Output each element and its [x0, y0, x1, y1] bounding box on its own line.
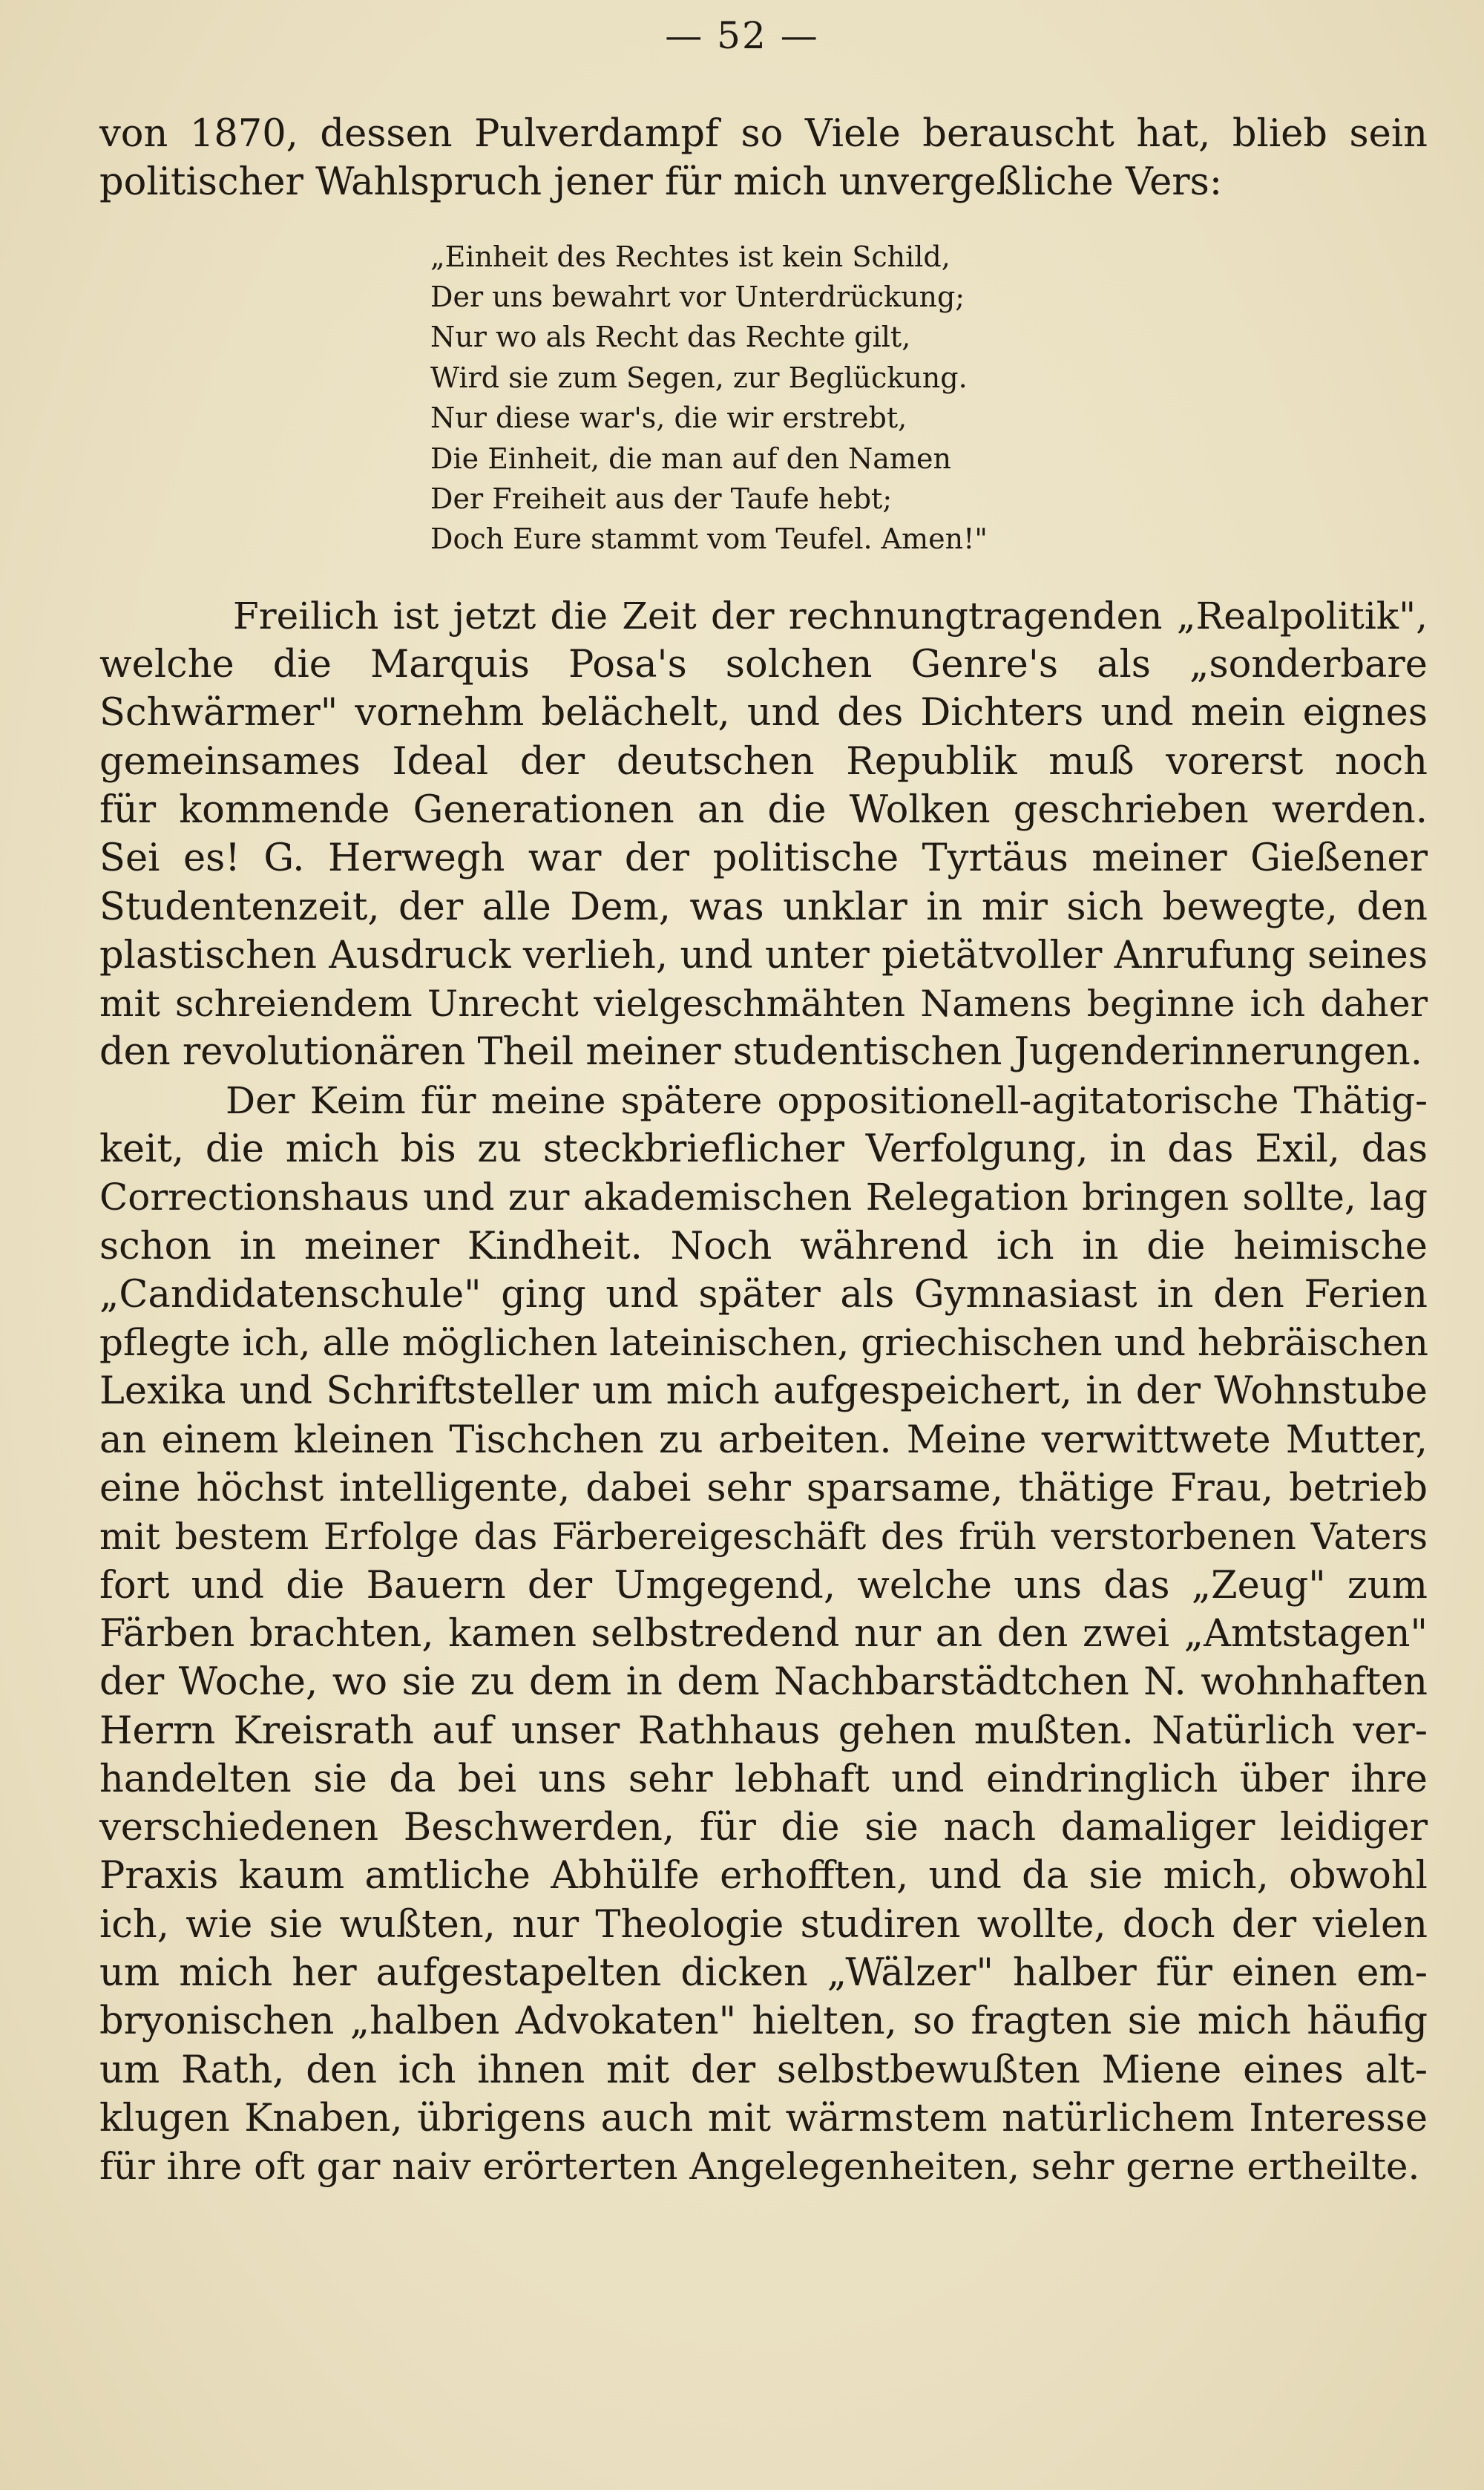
text-line: mit schreiendem Unrecht vielgeschmähten Namens beginne ich daher: [99, 983, 1428, 1026]
text-line: ich, wie sie wußten, nur Theologie studiren wollte, doch der vielen: [99, 1902, 1428, 1947]
text-line: der Woche, wo sie zu dem in dem Nachbarstädtchen N. wohnhaften: [99, 1660, 1428, 1705]
text-line: welche die Marquis Posa's solchen Genre's als „sonderbare: [99, 643, 1428, 687]
text-line: keit, die mich bis zu steckbrieflicher Verfolgung, in das Exil, das: [99, 1127, 1428, 1171]
text-line: fort und die Bauern der Umgegend, welche uns das „Zeug" zum: [99, 1563, 1428, 1608]
text-line: um mich her aufgestapelten dicken „Wälzer" halber für einen em-: [99, 1951, 1428, 1996]
verse-line: Doch Eure stammt vom Teufel. Amen!": [430, 522, 988, 556]
verse-line: Nur wo als Recht das Rechte gilt,: [430, 321, 911, 354]
text-line: Herrn Kreisrath auf unser Rathhaus gehen mußten. Natürlich ver-: [99, 1708, 1428, 1753]
text-line: handelten sie da bei uns sehr lebhaft und eindringlich über ihre: [99, 1757, 1428, 1801]
paragraph-realpolitik: [99, 592, 1428, 1077]
verse-line: Der uns bewahrt vor Unterdrückung;: [430, 280, 965, 313]
text-line: politischer Wahlspruch jener für mich unvergeßliche Vers:: [99, 160, 1223, 205]
text-line: plastischen Ausdruck verlieh, und unter pietätvoller Anrufung seines: [99, 933, 1428, 977]
text-line: Schwärmer" vornehm belächelt, und des Dichters und mein eignes: [99, 691, 1428, 735]
page-number: — 52 —: [665, 14, 819, 57]
text-line: von 1870, dessen Pulverdampf so Viele berauscht hat, blieb sein: [99, 112, 1428, 156]
text-line: Freilich ist jetzt die Zeit der rechnungtragenden „Realpolitik",: [233, 594, 1428, 638]
text-line: schon in meiner Kindheit. Noch während ich in die heimische: [99, 1224, 1428, 1268]
text-line: Lexika und Schriftsteller um mich aufgespeichert, in der Wohnstube: [99, 1369, 1428, 1414]
text-line: den revolutionären Theil meiner studentischen Jugenderinnerungen.: [99, 1030, 1422, 1075]
text-line: an einem kleinen Tischchen zu arbeiten. Meine verwittwete Mutter,: [99, 1418, 1428, 1462]
verse-quote: [99, 237, 1428, 560]
text-line: pflegte ich, alle möglichen lateinischen, griechischen und hebräischen: [99, 1321, 1428, 1365]
text-line: Correctionshaus und zur akademischen Relegation bringen sollte, lag: [99, 1176, 1428, 1219]
text-line: verschiedenen Beschwerden, für die sie nach damaliger leidiger: [99, 1806, 1428, 1850]
text-line: Praxis kaum amtliche Abhülfe erhofften, und da sie mich, obwohl: [99, 1854, 1428, 1898]
text-line: „Candidatenschule" ging und später als Gymnasiast in den Ferien: [99, 1272, 1428, 1317]
text-line: um Rath, den ich ihnen mit der selbstbewußten Miene eines alt-: [99, 2048, 1428, 2092]
text-line: Der Keim für meine spätere oppositionell-agitatorische Thätig-: [226, 1078, 1428, 1122]
verse-line: Nur diese war's, die wir erstrebt,: [430, 402, 907, 435]
text-line: gemeinsames Ideal der deutschen Republik muß vorerst noch: [99, 739, 1428, 784]
text-line: für ihre oft gar naiv erörterten Angelegenheiten, sehr gerne ertheilte.: [99, 2145, 1420, 2189]
text-line: bryonischen „halben Advokaten" hielten, so fragten sie mich häufig: [99, 1999, 1428, 2044]
verse-line: Die Einheit, die man auf den Namen: [430, 442, 951, 475]
paragraph-childhood: [99, 1077, 1428, 2192]
page-text: [99, 110, 1428, 2192]
text-line: Färben brachten, kamen selbstredend nur an den zwei „Amtstagen": [99, 1611, 1428, 1656]
verse-line: „Einheit des Rechtes ist kein Schild,: [430, 240, 951, 273]
text-line: Sei es! G. Herwegh war der politische Tyrtäus meiner Gießener: [99, 836, 1428, 881]
text-line: klugen Knaben, übrigens auch mit wärmstem natürlichem Interesse: [99, 2096, 1428, 2140]
text-line: mit bestem Erfolge das Färbereigeschäft des früh verstorbenen Vaters: [99, 1516, 1428, 1559]
verse-line: Der Freiheit aus der Taufe hebt;: [430, 482, 893, 515]
text-line: eine höchst intelligente, dabei sehr sparsame, thätige Frau, betrieb: [99, 1467, 1428, 1511]
verse-line: Wird sie zum Segen, zur Beglückung.: [430, 361, 968, 394]
text-line: Studentenzeit, der alle Dem, was unklar in mir sich bewegte, den: [99, 885, 1428, 929]
intro-paragraph: [99, 110, 1428, 207]
text-line: für kommende Generationen an die Wolken geschrieben werden.: [99, 787, 1428, 832]
